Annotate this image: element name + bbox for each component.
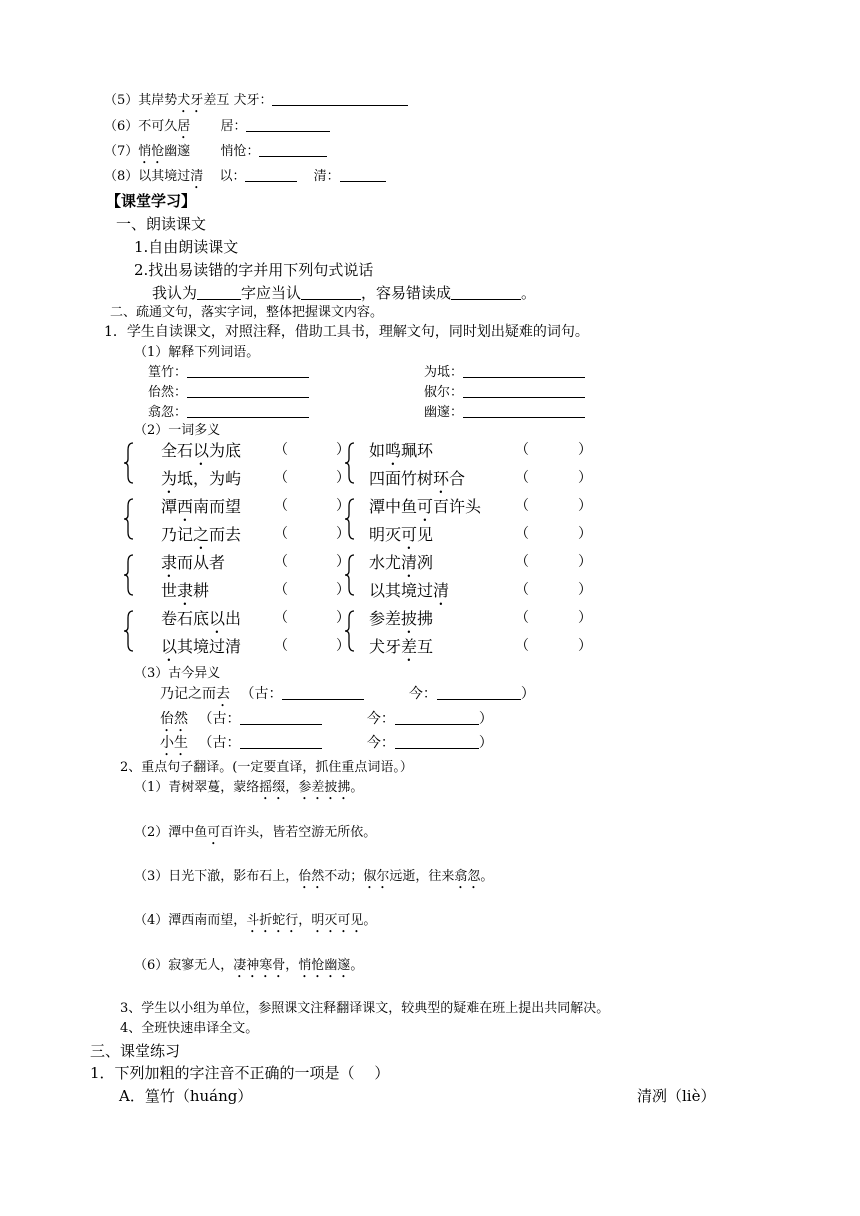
prelim-item-8: （8）以其境过清 以： 清： — [104, 168, 386, 192]
part2-step2: 2、重点句子翻译。(一定要直译，抓住重点词语。） — [120, 760, 413, 775]
polysemy-right: 四面竹树环合 — [369, 469, 466, 488]
paren-close: ） — [336, 470, 350, 486]
option-a-right: 清冽（liè） — [637, 1087, 716, 1105]
word-row: 佁然： — [148, 384, 309, 401]
paren-close: ） — [336, 638, 350, 654]
part1-item1: 1.自由朗读课文 — [134, 238, 239, 256]
answer-blank[interactable] — [451, 286, 521, 300]
answer-blank[interactable] — [240, 711, 322, 725]
paren-open: （ — [515, 610, 529, 626]
part1-heading: 一、朗读课文 — [116, 215, 207, 233]
polysemy-left: 乃记之而去 — [161, 525, 242, 544]
part2-heading: 二、疏通文句，落实字词，整体把握课文内容。 — [110, 305, 384, 320]
answer-blank[interactable] — [245, 168, 297, 182]
polysemy-left: 世隶耕 — [161, 581, 210, 600]
answer-blank[interactable] — [463, 364, 585, 378]
gujin-row: 小生 （古： 今： ） — [160, 735, 493, 751]
paren-open: （ — [515, 498, 529, 514]
paren-open: （ — [274, 526, 288, 542]
part3-heading: 三、课堂练习 — [90, 1042, 181, 1060]
answer-blank[interactable] — [463, 384, 585, 398]
question-1: 1．下列加粗的字注音不正确的一项是（ ） — [90, 1064, 390, 1082]
paren-open: （ — [274, 638, 288, 654]
paren-close: ） — [336, 610, 350, 626]
paren-open: （ — [274, 470, 288, 486]
part2-sub2: （2）一词多义 — [134, 423, 221, 438]
paren-open: （ — [274, 582, 288, 598]
polysemy-right: 犬牙差互 — [369, 637, 434, 656]
paren-close: ） — [336, 582, 350, 598]
paren-open: （ — [515, 582, 529, 598]
part2-step4: 4、全班快速串译全文。 — [120, 1021, 259, 1036]
paren-close: ） — [336, 442, 350, 458]
answer-blank[interactable] — [246, 118, 330, 132]
part2-sub1: （1）解释下列词语。 — [134, 345, 260, 360]
part1-pattern: 我认为 字应当认 ，容易错读成 。 — [152, 284, 537, 302]
word-row: 翕忽： — [148, 404, 309, 421]
answer-blank[interactable] — [395, 735, 479, 749]
paren-open: （ — [274, 442, 288, 458]
word-row: 为坻： — [424, 364, 585, 381]
answer-blank[interactable] — [340, 168, 386, 182]
paren-open: （ — [274, 498, 288, 514]
answer-blank[interactable] — [437, 686, 521, 700]
answer-blank[interactable] — [301, 286, 361, 300]
sentence-4: （4）潭西南而望，斗折蛇行，明灭可见。 — [134, 913, 377, 928]
prelim-item-7: （7）悄怆幽邃 悄怆： — [104, 143, 327, 167]
paren-open: （ — [515, 470, 529, 486]
prelim-item-5: （5）其岸势犬牙差互 犬牙： — [104, 92, 408, 116]
answer-blank[interactable] — [187, 364, 309, 378]
polysemy-right: 以其境过清 — [369, 581, 450, 600]
paren-close: ） — [336, 526, 350, 542]
paren-close: ） — [578, 526, 592, 542]
paren-close: ） — [578, 582, 592, 598]
polysemy-right: 潭中鱼可百许头 — [369, 497, 482, 516]
polysemy-right: 参差披拂 — [369, 609, 434, 628]
paren-open: （ — [274, 610, 288, 626]
answer-blank[interactable] — [259, 143, 327, 157]
paren-close: ） — [578, 498, 592, 514]
answer-blank[interactable] — [197, 286, 241, 300]
paren-close: ） — [336, 554, 350, 570]
brace-icon — [124, 610, 134, 652]
prelim-item-6: （6）不可久居 居： — [104, 118, 330, 142]
sentence-6: （6）寂寥无人，凄神寒骨，悄怆幽邃。 — [134, 958, 364, 973]
paren-close: ） — [578, 554, 592, 570]
option-a-left: A．篁竹（huáng） — [119, 1087, 253, 1105]
part1-item2: 2.找出易读错的字并用下列句式说话 — [134, 261, 374, 279]
polysemy-right: 如鸣珮环 — [369, 441, 434, 460]
brace-icon — [124, 498, 134, 540]
sentence-3: （3）日光下澈，影布石上，佁然不动；俶尔远逝，往来翕忽。 — [134, 869, 494, 884]
sentence-2: （2）潭中鱼可百许头，皆若空游无所依。 — [134, 825, 377, 840]
brace-icon — [124, 554, 134, 596]
polysemy-left: 卷石底以出 — [161, 609, 242, 628]
word-row: 篁竹： — [148, 364, 309, 381]
answer-blank[interactable] — [187, 404, 309, 418]
answer-blank[interactable] — [240, 735, 322, 749]
paren-open: （ — [515, 638, 529, 654]
paren-open: （ — [515, 442, 529, 458]
paren-close: ） — [578, 610, 592, 626]
answer-blank[interactable] — [463, 404, 585, 418]
gujin-row: 乃记之而去 （古： 今： ） — [160, 686, 535, 702]
part2-sub3: （3）古今异义 — [134, 666, 221, 681]
polysemy-left: 为坻，为屿 — [161, 469, 242, 488]
paren-open: （ — [274, 554, 288, 570]
paren-close: ） — [578, 638, 592, 654]
part2-step3: 3、学生以小组为单位，参照课文注释翻译课文，较典型的疑难在班上提出共同解决。 — [120, 1001, 610, 1016]
sentence-1: （1）青树翠蔓，蒙络摇缀，参差披拂。 — [134, 780, 364, 795]
section-title: 【课堂学习】 — [106, 192, 197, 210]
polysemy-left: 潭西南而望 — [161, 497, 242, 516]
gujin-row: 佁然 （古： 今： ） — [160, 711, 493, 727]
answer-blank[interactable] — [272, 92, 408, 106]
paren-open: （ — [515, 554, 529, 570]
word-row: 俶尔： — [424, 384, 585, 401]
brace-icon — [124, 442, 134, 484]
polysemy-left: 全石以为底 — [161, 441, 242, 460]
answer-blank[interactable] — [187, 384, 309, 398]
paren-close: ） — [578, 470, 592, 486]
polysemy-right: 明灭可见 — [369, 525, 434, 544]
polysemy-left: 隶而从者 — [161, 553, 226, 572]
word-row: 幽邃： — [424, 404, 585, 421]
paren-close: ） — [578, 442, 592, 458]
paren-close: ） — [336, 498, 350, 514]
polysemy-right: 水尤清冽 — [369, 553, 434, 572]
polysemy-left: 以其境过清 — [161, 637, 242, 656]
answer-blank[interactable] — [282, 686, 364, 700]
answer-blank[interactable] — [395, 711, 479, 725]
paren-open: （ — [515, 526, 529, 542]
part2-step1: 1．学生自读课文，对照注释，借助工具书，理解文句，同时划出疑难的词句。 — [104, 324, 589, 340]
